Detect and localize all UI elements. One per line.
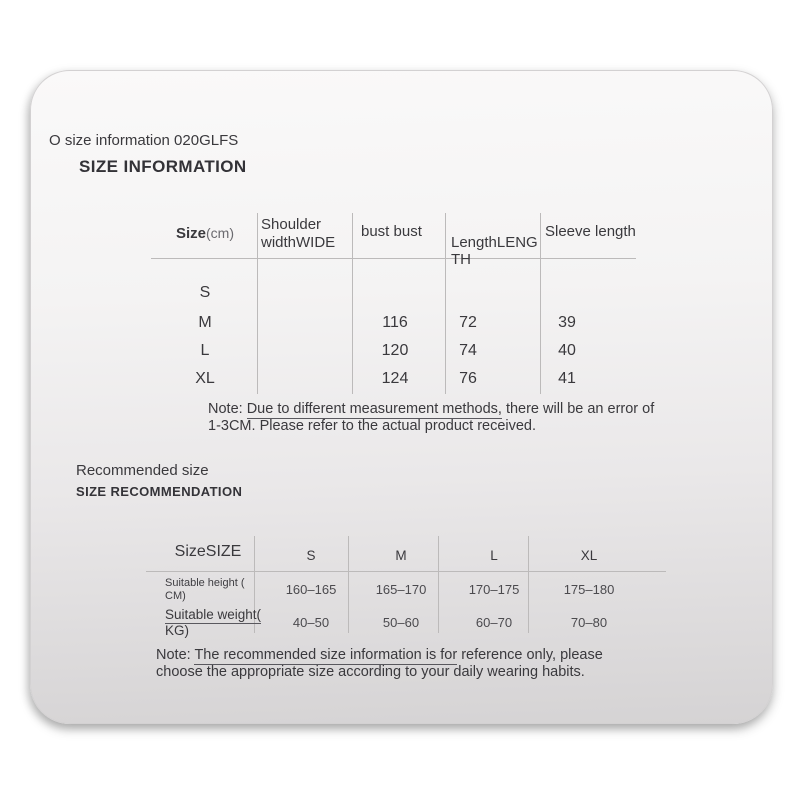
weight-label-line1 <box>165 607 261 623</box>
column-header-size <box>155 224 255 243</box>
sleeve-cell: 39 <box>558 314 576 331</box>
weight-label-line2: KG) <box>165 623 190 638</box>
weight-row-label <box>165 607 261 639</box>
page-title: SIZE INFORMATION <box>79 157 247 176</box>
measurement-note <box>208 401 728 434</box>
sleeve-cell: 41 <box>558 370 576 387</box>
recommend-title: SIZE RECOMMENDATION <box>76 484 243 499</box>
height-value: 165–170 <box>375 582 427 597</box>
column-header-size-label: Size <box>175 225 206 242</box>
bust-cell: 124 <box>381 370 409 387</box>
size-cell: M <box>198 314 212 331</box>
recommend-note-line2: choose the appropriate size according to your daily wearing habits. <box>156 663 585 680</box>
weight-value: 50–60 <box>382 615 420 630</box>
weight-value: 70–80 <box>570 615 608 630</box>
note-underlined-text: Due to different measurement methods, <box>246 401 502 417</box>
weight-value: 40–50 <box>292 615 330 630</box>
recommend-header-s: S <box>306 548 316 563</box>
note-prefix: Note: <box>208 401 247 417</box>
note-underlined-text: The recommended size information is for <box>194 647 458 663</box>
note-text: reference only, please <box>457 647 603 663</box>
note-text: there will be an error of <box>501 401 655 417</box>
recommend-header-xl: XL <box>580 548 598 563</box>
note-prefix: Note: <box>156 647 195 663</box>
recommend-header-l: L <box>490 548 498 563</box>
bust-cell: 120 <box>381 342 409 359</box>
recommend-header-m: M <box>395 548 407 563</box>
height-value: 175–180 <box>563 582 615 597</box>
height-value: 170–175 <box>468 582 520 597</box>
height-label-line2: CM) <box>165 590 186 602</box>
recommend-note <box>156 647 696 680</box>
size-table-divider <box>257 213 258 394</box>
column-header-size-unit: (cm) <box>206 225 234 241</box>
page-subtitle: O size information 020GLFS <box>49 132 239 149</box>
weight-label-underlined: Suitable weight( <box>165 607 262 622</box>
size-cell: XL <box>195 370 215 387</box>
column-header-sleeve-length: Sleeve length <box>545 223 636 240</box>
size-table-divider <box>445 213 446 394</box>
length-cell: 72 <box>459 314 477 331</box>
recommend-column-size: SizeSIZE <box>174 543 242 560</box>
size-chart-card <box>30 70 773 724</box>
length-cell: 74 <box>459 342 477 359</box>
recommend-table-header-rule <box>146 571 666 572</box>
measurement-note-line1 <box>208 401 728 418</box>
bust-cell: 116 <box>382 314 408 331</box>
column-header-length: LengthLENGTH <box>451 234 538 268</box>
weight-value: 60–70 <box>475 615 513 630</box>
height-row-label <box>165 577 245 603</box>
size-cell: L <box>200 342 210 359</box>
size-table-header-rule <box>151 258 636 259</box>
height-value: 160–165 <box>285 582 337 597</box>
column-header-shoulder-width: Shoulder widthWIDE <box>261 216 336 251</box>
size-cell: S <box>199 284 211 301</box>
height-label-line1: Suitable height ( <box>165 577 245 589</box>
recommend-note-line1 <box>156 647 696 664</box>
recommend-subtitle: Recommended size <box>76 462 209 479</box>
sleeve-cell: 40 <box>558 342 576 359</box>
column-header-bust: bust bust <box>361 223 422 240</box>
length-cell: 76 <box>459 370 477 387</box>
measurement-note-line2: 1-3CM. Please refer to the actual product received. <box>208 417 537 434</box>
